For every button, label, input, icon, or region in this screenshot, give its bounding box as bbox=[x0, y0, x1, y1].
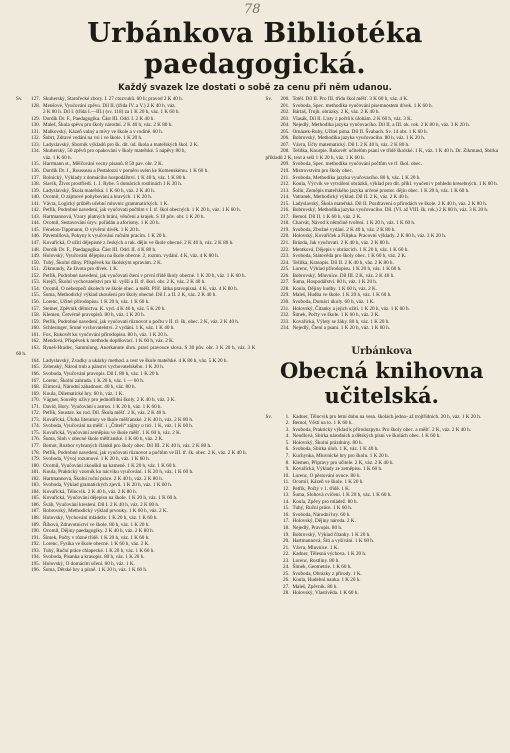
volume-number: 162. bbox=[31, 338, 40, 345]
volume-number: 139. bbox=[31, 187, 40, 194]
volume-number: 218. bbox=[280, 220, 290, 227]
entry-text: Tešilka, Krasopis. Díl II. 2 K 40 h, váz. 2 K 80 h. bbox=[292, 259, 394, 266]
volume-number: 225. bbox=[280, 266, 290, 273]
volume-number: 6. bbox=[285, 446, 290, 453]
entry-text: Svoboda, Praktický výklad k přírodozpytu. Pro školy obec. a měšť. 2 K, váz. 2 K 40 h. bbox=[292, 426, 472, 433]
volume-number: 1. bbox=[285, 413, 290, 420]
entry-text: Malkovský, Kázeň valný a mívy ve škole a v rodině. 60 h. bbox=[43, 128, 163, 135]
entry-text: Mistrovstvím pro školy obec. bbox=[292, 168, 354, 175]
volume-number: 222. bbox=[280, 246, 290, 253]
entry-text: Lorenc, Fysika ve škole obecné. 1 K 60 h, váz. 2 K. bbox=[43, 541, 150, 548]
volume-number: 212. bbox=[280, 181, 290, 188]
volume-number: 15. bbox=[283, 505, 290, 512]
volume-number: 147. bbox=[31, 240, 40, 247]
entry-text: Nendlová, Sbírka národních a dětských písní ve školách obec. 1 K 60 h. bbox=[292, 433, 441, 440]
entry-text: Tuhý, Ruční práce. 1 K 60 h. bbox=[292, 505, 353, 512]
entry-text: Bobrovský, Methodika jazyka vyučovacího. Díl. (VI. až VIII. šk. rok.) 2 K 80 h, váz. 3 K 20 h. bbox=[292, 207, 489, 214]
catalog-columns bbox=[16, 96, 498, 743]
entry-text: Kovařícká, Tělocvik. 2 K 40 h, váz. 2 K 80 h. bbox=[43, 488, 137, 495]
volume-number: 165. bbox=[31, 364, 40, 371]
entry-text: Koula, Zpěvy pro mládež. 80 h. bbox=[292, 498, 358, 505]
entry-text: Šolín, Zeměpis mateřského jazyka určené prostor. dějin obec. 1 K 20 h, váz. 1 K 60 h. bbox=[292, 187, 470, 194]
entry-text: Skuherský, 50 zpěvů pro opakování v školy mateřské. 5 nápěvy 80 h, bbox=[43, 148, 186, 155]
entry-text: Kovařícká, Výlety se žáky. 80 h, váz. 1 K 20 h. bbox=[292, 318, 390, 325]
volume-number: 234. bbox=[280, 325, 290, 332]
volume-number: 25. bbox=[283, 570, 290, 577]
volume-number: 158. bbox=[31, 312, 40, 319]
volume-number: 213. bbox=[280, 187, 290, 194]
entry-text: Bobrovský, Methodický výklad prvouky. 1 K 60 h, váz. 2 K. bbox=[43, 508, 168, 515]
volume-number: 228. bbox=[280, 285, 290, 292]
entry-text: Dordík Dr. F., Paedagogika. Část III. Odd. II. 4 K 80 h. bbox=[43, 246, 157, 253]
entry-text: Vávra, Účty matematický. Díl I. 2 K 40 h, váz. 2 K 80 h. bbox=[292, 141, 410, 148]
entry-text: Mentková, Dějepis v obrázcích. 1 K 20 h, váz. 1 K 60 h. bbox=[292, 246, 409, 253]
entry-text: Holovský, O domácím učení. 60 h, váz. 1 K. bbox=[43, 560, 135, 567]
entry-text: Klemen, Přípravy pro učitele. 2 K, váz. 2 K 40 h. bbox=[292, 459, 394, 466]
entry-text: Maleš, Hudba ve škole. 1 K 20 h, váz. 1 K 60 h. bbox=[292, 292, 392, 299]
entry-text: Ryneš-Hradec, Sammlung. Anerkannte úhrn. praví pravouce slova. S 30 pův. obr. 3 K 20 h, váz. 3 K 60 h. bbox=[16, 344, 256, 358]
volume-number: 221. bbox=[280, 240, 290, 247]
volume-number: 169. bbox=[31, 390, 40, 397]
volume-number: 207. bbox=[280, 141, 290, 148]
volume-number: 168. bbox=[31, 384, 40, 391]
entry-text: Ocomil, Vyučování zkoušků na kameně. 1 K 20 h, váz. 1 K 60 h. bbox=[43, 462, 177, 469]
volume-number: 9. bbox=[285, 466, 290, 473]
volume-number: 27. bbox=[283, 583, 290, 590]
right-column bbox=[265, 96, 498, 743]
volume-number: 149. bbox=[31, 253, 40, 260]
volume-number: 135. bbox=[31, 161, 40, 168]
section-kicker: Urbánkova bbox=[351, 345, 413, 357]
entry-text: Hartmannová, Šití a vyšívání. 1 K 60 h. bbox=[292, 538, 375, 545]
entry-text: Zikmundy, Ze života pro dívek. 1 K. bbox=[43, 266, 119, 273]
entry-text: Kadner, Tělesná výchova. 1 K 20 h. bbox=[292, 551, 367, 558]
entry-text: Fox, Rukovět ku vyučování přírodopisu. 80 h, váz. 1 K 20 h. bbox=[43, 331, 169, 338]
entry-text: Petřík, Podrobné navedení, jak vyučovati počtům v I. tř. škol obecných. 1 K 20 h, váz. 1 K 60 h. bbox=[43, 207, 242, 214]
entry-text: Svoboda, Zbožné vydání. 2 K 40 h, váz. 2 K 80 h. bbox=[292, 226, 396, 233]
volume-number: 156. bbox=[31, 298, 40, 305]
handwritten-number: 78 bbox=[244, 2, 261, 17]
entry-text: Hartmannová, Školní ruční práce. 2 K 40 h, váz. 2 K 80 h. bbox=[43, 475, 164, 482]
volume-number: 175. bbox=[31, 429, 40, 436]
entry-text: Svoboda, Spec. methodika vyučování písemnostem dívek. 1 K 60 h. bbox=[292, 102, 433, 109]
volume-number: 203. bbox=[280, 115, 290, 122]
entry-text: Svoboda, Písanka a krasopis. 80 h, váz. 1 K 20 h. bbox=[43, 554, 145, 561]
entry-text: Elimová, Národní záhadnost. 40 h, váz. 80 h. bbox=[43, 384, 136, 391]
entry-text: Koula, Hudební nauka. 1 K 20 h. bbox=[292, 577, 361, 584]
volume-number: 142. bbox=[31, 207, 40, 214]
volume-number: 161. bbox=[31, 331, 40, 338]
volume-number: 155. bbox=[31, 292, 40, 299]
entry-text: Tešilka, Knurpie. Rukověť učitelům psaní ve třídě školské. 1 K, váz. 1 K 40 h. Dr. Zikmund, Sbírka příkladů 2 K, text a seši 1 K 20 h, váz. 1 K 60 h. bbox=[265, 148, 498, 161]
volume-number: 195. bbox=[31, 560, 40, 567]
volume-number: 137. bbox=[31, 174, 40, 181]
entry-text: Ladyslavský, Škola mateřská. 1 K 60 h, váz. 2 K 40 h. bbox=[43, 187, 155, 194]
entry-text: Holovský, Vyučování dějepisu na škole obecné. 2, rozmn. vydání. 4 K, váz. 4 K 80 h. bbox=[43, 253, 219, 260]
entry-text: Kadner, Tělocvik pro letní dobu na vesn. školách jedno- až trojtřídních. 20 h, váz. 1 K 20 h. bbox=[292, 413, 482, 420]
entry-text: Fénelon-Tippmann, O vývěrní dívěk. 1 K 20 h. bbox=[43, 226, 140, 233]
entry-text: Petřík, Podrobné navedení, jak vyučovati čtení v první třídě školy obecné. 1 K 20 h, váz. 1 K 60 h. bbox=[43, 272, 246, 279]
entry-text: Ladyslavský, Zvadky a ukázky method. a cest ve škole mateřské. 4 K 80 h, váz. 5 K 20 h. bbox=[43, 357, 228, 364]
volume-number: 26. bbox=[283, 577, 290, 584]
entry-text: Svoboda, Státověda pro školy obec. 1 K 60 h, váz. 2 K. bbox=[292, 253, 407, 260]
entry-text: Lorenc, O pěstování ovoce. 80 h. bbox=[292, 472, 361, 479]
entry-text: Bemol. Díl II. 1 K 60 h, váz. 2 K. bbox=[292, 213, 362, 220]
catalog-entry bbox=[265, 590, 498, 597]
entry-text: Bobrovský, Methodika jazyka vyučovacího. 80 h, váz. 1 K 20 h. bbox=[292, 135, 426, 142]
volume-number: 231. bbox=[280, 305, 290, 312]
volume-number: 127. bbox=[31, 96, 40, 102]
volume-number: 208. bbox=[280, 148, 290, 155]
entry-text: Nejedlý, Methodika jazyka vyučovacího. Díl II. a III. ok. rok. 2 K 80 h, váz. 3 K 20 h. bbox=[292, 122, 470, 129]
volume-number: 172. bbox=[31, 410, 40, 417]
entry-text: Šuma, Sloh v obecné škole měšťanské. 1 K 60 h, váz. 2 K. bbox=[43, 436, 164, 443]
entry-text: Holovský, Školní prázdniny. 80 h. bbox=[292, 439, 363, 446]
entry-text: Holovský, Kovaříček a Filipka. Pracovní výklady. 2 K 80 h, váz. 3 K 20 h. bbox=[292, 233, 447, 240]
entry-text: Bemol, Věstí na to. 1 K 60 h. bbox=[292, 420, 353, 427]
volume-number: 10. bbox=[283, 472, 290, 479]
entry-text: Zelenský, Národ trub a pánství vychovatelského. 1 K 20 h. bbox=[43, 364, 165, 371]
volume-number: 146. bbox=[31, 233, 40, 240]
volume-number: 184. bbox=[31, 488, 40, 495]
entry-text: Nejedlý, Pravopis. 80 h. bbox=[292, 524, 343, 531]
entry-text: Petřík, Počty v 1. třídě. 1 K. bbox=[292, 485, 351, 492]
entry-text: Bemot, Rozbor vybraných článků pro školy obec. Díl III. 2 K 40 h, váz. 2 K 80 h. bbox=[43, 442, 212, 449]
volume-number: 189. bbox=[31, 521, 40, 528]
volume-number: 180. bbox=[31, 462, 40, 469]
volume-number: 215. bbox=[280, 200, 290, 207]
entry-text: Holovský, Vychování mládeže. 1 K 20 h, váz. 1 K 60 h. bbox=[43, 515, 158, 521]
volume-number: 206. bbox=[280, 135, 290, 142]
volume-number: 4. bbox=[285, 433, 290, 440]
entry-text: Svoboda, Domácí úkoly. 60 h, váz. 1 K. bbox=[292, 298, 375, 305]
entry-text: Holovský, Dějiny národa. 2 K. bbox=[292, 518, 356, 525]
entry-text: Lorenc, Výklad přírodopisu. 1 K 20 h, váz. 1 K 60 h. bbox=[292, 266, 402, 273]
entry-text: Rolnický, Výklady z domácího hospodářství. 1 K 40 h, váz. 1 K 80 h. bbox=[43, 174, 187, 181]
entry-text: Mendová, Příspěvek k methodu doplňovací. 1 K 60 h, váz. 2 K. bbox=[43, 338, 175, 345]
volume-number: 145. bbox=[31, 226, 40, 233]
entry-text: Bobrovský, Mluvnice. Díl III. 2 K, váz. 2 K 40 h. bbox=[292, 272, 395, 279]
entry-text: Maleš, Škola spěvu pro školy národní. 2 K 40 h, váz. 2 K 80 h. bbox=[43, 122, 173, 129]
entry-text: David, Hory. Vyučování s astron. 1 K 20 h, váz. 1 K 60 h. bbox=[43, 403, 162, 410]
section-title: Obecná knihovna učitelská. bbox=[280, 357, 484, 408]
entry-text: Maleš, Zpěvník. 80 h. bbox=[292, 583, 338, 590]
entry-text: Svoboda, Vyučování pravopis. Díl I. 80 h, váz. 1 K 20 h. bbox=[43, 370, 160, 377]
volume-number: 153. bbox=[31, 279, 40, 286]
volume-number: 219. bbox=[280, 226, 290, 233]
entry-text: Menšové, Vyučování zpěvu. Díl II. (třída IV. a V.) 2 K 40 h, váz. bbox=[43, 102, 176, 109]
entry-text: Říhová, Zdravotnictví ve škole. 80 h, váz. 1 K 20 h. bbox=[43, 521, 150, 528]
volume-number: 5. bbox=[285, 439, 290, 446]
volume-number: 201. bbox=[280, 102, 290, 109]
volume-number: 133. bbox=[31, 141, 40, 148]
entry-text: Ocomil, O zájmové pohybování a hravých. 1 K 20 h. bbox=[43, 194, 153, 201]
entry-text: Kovařícká, Úloha literatury ve škole měšťanské. 2 K 40 h, váz. 2 K 80 h. bbox=[43, 416, 194, 423]
entry-text: Šuma, Methodický výklad zkoušení pro školy obecné. Díl I. a II. 2 K, váz. 2 K 40 h. bbox=[43, 292, 217, 299]
catalog-entry bbox=[16, 567, 255, 574]
page-title: Urbánkova Bibliotéka paedagogická. bbox=[87, 18, 423, 80]
entry-text: Svoboda, Obrázky z přírody. 1 K. bbox=[292, 570, 362, 577]
catalog-entry bbox=[16, 345, 255, 358]
entry-text: Svoboda, Národní hry. 60 h. bbox=[292, 511, 351, 518]
volume-number: 179. bbox=[31, 456, 40, 463]
volume-number: 11. bbox=[283, 479, 290, 486]
entry-text: Holovský, Čítanky a jejich užití. 1 K 20 h, váz. 1 K 60 h. bbox=[292, 305, 410, 312]
entry-text: Petřík, Podrobné navedení, jak vyučovati různovot a počtům ve III. tř. šk. obec. 2 K, váz. 2 K 40 h. bbox=[43, 449, 247, 456]
volume-number: 128. bbox=[31, 102, 40, 109]
volume-number: 154. bbox=[31, 285, 40, 292]
volume-number: 14. bbox=[283, 498, 290, 505]
entry-text: Svoboda, Spec. methodika vyučování počtům ve tř. škol. obec. bbox=[292, 161, 422, 168]
volume-number: 174. bbox=[31, 423, 40, 430]
entry-text: Koula, Dějiny hudby. 1 K 60 h, váz. 2 K. bbox=[292, 285, 377, 292]
volume-number: 230. bbox=[280, 298, 290, 305]
volume-number: 138. bbox=[31, 181, 40, 188]
volume-number: 143. bbox=[31, 213, 40, 220]
volume-number: 166. bbox=[31, 370, 40, 377]
volume-number: 7. bbox=[285, 452, 290, 459]
entry-text: Schlesinger, Sruné vychovatelství. 2 vydání. 1 K, váz. 1 K 40 h. bbox=[43, 325, 175, 332]
volume-number: 13. bbox=[283, 492, 290, 499]
right-column-list bbox=[265, 96, 498, 332]
entry-text: Šuma, Slohová cvičení. 1 K 20 h, váz. 1 K 60 h. bbox=[292, 492, 392, 499]
volume-number: 19. bbox=[283, 531, 290, 538]
volume-abbrev: Sv. bbox=[16, 96, 23, 102]
volume-number: 136. bbox=[31, 168, 40, 175]
volume-number: 190. bbox=[31, 528, 40, 535]
volume-number: 173. bbox=[31, 416, 40, 423]
volume-number: 17. bbox=[283, 518, 290, 525]
volume-number: 8. bbox=[285, 459, 290, 466]
volume-number: 131. bbox=[31, 128, 40, 135]
entry-text: Steiner, Zpěvník dělnictva. K. vyd. 4 K 40 h, váz. 5 K 20 h. bbox=[43, 305, 166, 312]
volume-abbrev: Sv. bbox=[265, 413, 272, 420]
volume-number: 182. bbox=[31, 475, 40, 482]
volume-number: 214. bbox=[280, 194, 290, 201]
volume-number: 141. bbox=[31, 200, 40, 207]
volume-number: 211. bbox=[280, 174, 290, 181]
entry-text: Svoboda, Sbírka úloh. 1 K, váz. 1 K 40 h. bbox=[292, 446, 379, 453]
volume-number: 191. bbox=[31, 534, 40, 541]
volume-number: 148. bbox=[31, 246, 40, 253]
volume-number: 194. bbox=[31, 554, 40, 561]
volume-number: 132. bbox=[31, 135, 40, 142]
volume-number: 185. bbox=[31, 495, 40, 502]
catalog-entry bbox=[265, 148, 498, 161]
entry-text: Koula, Dilematické hry. 60 h, váz. 1 K. bbox=[43, 390, 124, 397]
entry-text: Kovařícká, Vyučování zeměpisu ve škole měšť. 1 K 60 h, váz. 2 K. bbox=[43, 429, 182, 436]
entry-text: Vávra, Logický průběh učební mluvnic grammatických. 1 K. bbox=[43, 200, 169, 207]
entry-text: Brázda, Jak vyučovati. 2 K 40 h, váz. 2 K 80 h. bbox=[292, 240, 390, 247]
entry-text: Pavemillová, Pokyny k vyučování ručním pracím. 1 K 20 h. bbox=[43, 233, 167, 240]
volume-number: 144. bbox=[31, 220, 40, 227]
entry-text: Ocomil, O nebezpečí úkolech ve škole obec. a měšt. Příč. látka pravopisná. 4 K, váz. 4 K 80 h. bbox=[43, 285, 239, 292]
entry-text: Dordík Dr. F., Paedagogika. Část III. Odd. I. 2 K 40 h. bbox=[43, 115, 155, 122]
entry-text: Vlasák, Díl II. Listy z počtů k úlohám. 2 K 60 h, váz. 3 K. bbox=[292, 115, 413, 122]
entry-text: Ocomil, Kázeň ve škole. 1 K 20 h. bbox=[292, 479, 364, 486]
entry-text: Vatranek, Methodický výklad. Díl II. 2 K, váz. 2 K 40 h. bbox=[292, 194, 409, 201]
volume-number: 20. bbox=[283, 538, 290, 545]
entry-text: Kuchynka, Mluvnické hry pro školu. 1 K 20 h. bbox=[292, 452, 389, 459]
entry-text: Šuma, Hospodářství. 80 h, váz. 1 K 20 h. bbox=[292, 279, 378, 286]
volume-number: 209. bbox=[280, 161, 290, 168]
entry-text: Harrmann st., Mělčování vecny pisanů. 8 50 pav. obr. 2 K. bbox=[43, 161, 164, 168]
entry-text: Svoboda, Vývoj rozumové. 1 K 20 h, váz. 1 K 60 h. bbox=[43, 456, 150, 463]
volume-number: 192. bbox=[31, 541, 40, 548]
entry-text: Hartmannová, Vzory platných brání, věnčení a krajek. S 10 pův. obr. 1 K 20 h. bbox=[43, 213, 205, 220]
entry-text: Lorenc, Rostliny. 80 h. bbox=[292, 557, 340, 564]
entry-text: Tuhý, Ruční práce chlapecké. 1 K 20 h, váz. 1 K 60 h. bbox=[43, 547, 155, 554]
entry-text: 2 K 80 h. Díl I. (třída I.—III.) (sv. 118) za 1 K 20 h, váz. 1 K 60 h. bbox=[43, 109, 180, 116]
catalog-entry bbox=[265, 325, 498, 332]
entry-text: Skuherský, Starořecké zbory. I. 27 ctozvuků. 60 h; pravod 2 K 40 h. bbox=[43, 96, 184, 102]
volume-number: 176. bbox=[31, 436, 40, 443]
volume-number: 232. bbox=[280, 312, 290, 319]
entry-text: Ornázek-Ruby, Učitel píma. Díl II. Švabach. Sv. 14 obr. 1 K 60 h. bbox=[292, 128, 428, 135]
entry-text: Nejedlý, Čtení a psaní. 1 K 20 h, váz. 1 K 60 h. bbox=[292, 325, 390, 332]
entry-text: Šimek, Počty v různé třídě. 1 K 20 h, váz. 1 K 60 h. bbox=[43, 534, 150, 541]
entry-text: váz. 1 K 60 h. bbox=[43, 154, 72, 161]
entry-text: Dordík Dr. J., Rousseau a Pestalozzi v poměru svém ke Komenskému. 1 K 60 h. bbox=[43, 168, 209, 175]
entry-text: Kovařícká, Výklady ze zeměpisu. 1 K 60 h. bbox=[292, 466, 383, 473]
entry-text: Svoboda, Vyučování na měšť. i „Čtiteli“ zájmy o tíci. 1 K, váz. 1 K 60 h. bbox=[43, 423, 194, 430]
volume-number: 22. bbox=[283, 551, 290, 558]
volume-number: 2. bbox=[285, 420, 290, 427]
volume-number: 202. bbox=[280, 109, 290, 116]
volume-number: 188. bbox=[31, 515, 40, 521]
entry-text: Šimek, Počty ve škole. 1 K 60 h, váz. 2 K. bbox=[292, 312, 380, 319]
volume-number: 134. bbox=[31, 148, 40, 155]
entry-text: Koula, Praktický vzorník ku nácviku vyučování. 1 K 20 h, váz. 1 K 60 h. bbox=[43, 469, 194, 476]
volume-number: 205. bbox=[280, 128, 290, 135]
volume-number: 140. bbox=[31, 194, 40, 201]
volume-number: 220. bbox=[280, 233, 290, 240]
volume-number: 187. bbox=[31, 508, 40, 515]
entry-text: Vávra, Mluvnice. 1 K. bbox=[292, 544, 339, 551]
volume-number: 227. bbox=[280, 279, 290, 286]
volume-number: 224. bbox=[280, 259, 290, 266]
volume-number: 223. bbox=[280, 253, 290, 260]
entry-text: Bobrovský, Výklad čítanky. 1 K 20 h. bbox=[292, 531, 371, 538]
volume-number: 229. bbox=[280, 292, 290, 299]
volume-number: 23. bbox=[283, 557, 290, 564]
entry-text: Vágner, Souvěty užívy pro jednotřídní školy. 2 K 40 h, váz. 3 K. bbox=[43, 397, 176, 404]
volume-number: 233. bbox=[280, 318, 290, 325]
volume-number: 129. bbox=[31, 115, 40, 122]
volume-number: 21. bbox=[283, 544, 290, 551]
entry-text: Šubrt, Zdravé vedání na vsi i ve škole. 1 K 20 h. bbox=[43, 135, 143, 142]
entry-text: Charvát, Návod k němčině tvoření. 1 K 20 h, váz. 1 K 60 h. bbox=[292, 220, 416, 227]
volume-number: 164. bbox=[31, 357, 40, 364]
volume-number: 193. bbox=[31, 547, 40, 554]
volume-number: 3. bbox=[285, 426, 290, 433]
entry-text: Lorenc, Učitel přírodopisu. 1 K 20 h, váz. 1 K 60 h. bbox=[43, 298, 150, 305]
volume-number: 210. bbox=[280, 168, 290, 175]
volume-number: 170. bbox=[31, 397, 40, 404]
volume-number: 183. bbox=[31, 482, 40, 489]
entry-text: Lorenc, Školní zahrada. 1 K 20 h, váz. 1 — 60 h. bbox=[43, 377, 145, 384]
volume-number: 151. bbox=[31, 266, 40, 273]
volume-number: 177. bbox=[31, 442, 40, 449]
entry-text: Bártaš, Trojh. obrázky. 2 K, váz. 2 K 40 h. bbox=[292, 109, 380, 116]
volume-number: 12. bbox=[283, 485, 290, 492]
entry-text: Klemen, Četvérně pravopisů. 80 h, váz. 1 K 20 h. bbox=[43, 312, 145, 319]
left-column bbox=[16, 96, 255, 743]
entry-text: Krejčí, Školní vychovatelství pro kl. vyšší a II. tř. škol. obr. 2 K, váz. 2 K 40 h. bbox=[43, 279, 206, 286]
entry-text: Šimek, Geometrie. 1 K 60 h. bbox=[292, 564, 352, 571]
volume-number: 181. bbox=[31, 469, 40, 476]
entry-text: Slavík, Život prostříedí. 1. J. Rybe. 5 domácích rostlinách 1 K 20 h. bbox=[43, 181, 183, 188]
volume-number: 217. bbox=[280, 213, 290, 220]
volume-number: 167. bbox=[31, 377, 40, 384]
entry-text: Petřík, Soustav. ku rod. Díl. Škola měšť. 2 K, váz. 2 K 40 h. bbox=[43, 410, 167, 417]
volume-number: 171. bbox=[31, 403, 40, 410]
volume-number: 18. bbox=[283, 524, 290, 531]
entry-text: Kovařícká, Vyučování dějepisu na škole. 1 K 20 h, váz. 1 K 60 h. bbox=[43, 495, 178, 502]
entry-text: Petřík, Podrobné navedení, jak vyučovati různovot u počtu v II. tř. šk. obec. 2 K, váz. 2 K 40 h. bbox=[43, 318, 240, 325]
entry-text: Šváb, Vyučování kreslení. Díl I. 2 K 40 h, váz. 2 K 80 h. bbox=[43, 501, 160, 508]
volume-number: 157. bbox=[31, 305, 40, 312]
volume-number: 152. bbox=[31, 272, 40, 279]
volume-number: 159. bbox=[31, 318, 40, 325]
entry-text: Ocomil, Sestavování úryv. pořádán a aforismy. 1 K 20 h. bbox=[43, 220, 160, 227]
entry-text: Ladyslavský, Sborník výkladů pro šk. dít. úd. škola a mateřských škol. 2 K. bbox=[43, 141, 199, 148]
volume-number: 130. bbox=[31, 122, 40, 129]
volume-number: 200. bbox=[280, 96, 290, 102]
page-subtitle: Každý svazek lze dostati o sobě za cenu při něm udanou. bbox=[118, 83, 392, 93]
entry-text: Totěl. Díl II. Pro III. třídu škol měšť. 3 K 60 h, váz. 4 K. bbox=[292, 96, 409, 102]
volume-number: 226. bbox=[280, 272, 290, 279]
entry-text: Koula, Výcvik ve vytváření obrázků, výklad pro dít. příkl. vyučení v pohledu kresebných. 1 K 60 h. bbox=[292, 181, 498, 188]
volume-abbrev: Sv. bbox=[265, 96, 272, 102]
entry-text: Tuhý, Školní dílny. Příspěvek ku školským opravám. 2 K. bbox=[43, 259, 163, 266]
entry-text: Kovařícká, O užití dějepisné z českých a rak. dějin ve škole obecné. 2 K 40 h, váz. 2 K 80 h. bbox=[43, 240, 234, 247]
entry-text: Svoboda, Výklad gramatických zjevů. 1 K 20 h, váz. 1 K 60 h. bbox=[43, 482, 173, 489]
volume-number: 196. bbox=[31, 567, 40, 574]
entry-text: Svoboda, Methodika jazyka vyučovacího. 80 h, váz. 1 K 20 h. bbox=[292, 174, 421, 181]
volume-number: 216. bbox=[280, 207, 290, 214]
volume-number: 163. bbox=[31, 344, 40, 351]
volume-number: 24. bbox=[283, 564, 290, 571]
entry-text: Ocomil, Dějiny paedagogiky. 2 K 40 h, váz. 2 K 80 h. bbox=[43, 528, 155, 535]
right-column-list-2 bbox=[265, 414, 498, 597]
entry-text: Šuma, Dětské hry a písně. 1 K 20 h, váz. 1 K 60 h. bbox=[43, 567, 148, 574]
volume-number: 186. bbox=[31, 501, 40, 508]
volume-number: 16. bbox=[283, 511, 290, 518]
entry-text: Holovský, Vlastivěda. 1 K 60 h. bbox=[292, 590, 359, 597]
volume-number: 204. bbox=[280, 122, 290, 129]
volume-number: 178. bbox=[31, 449, 40, 456]
volume-number: 160. bbox=[31, 325, 40, 332]
entry-text: Ladyslavský, Škola mateřská. Díl II. Pozdravení o přírodách ve škole. 2 K 40 h, váz. 2 K 80 h. bbox=[292, 200, 488, 207]
volume-number: 150. bbox=[31, 259, 40, 266]
volume-number: 28. bbox=[283, 590, 290, 597]
